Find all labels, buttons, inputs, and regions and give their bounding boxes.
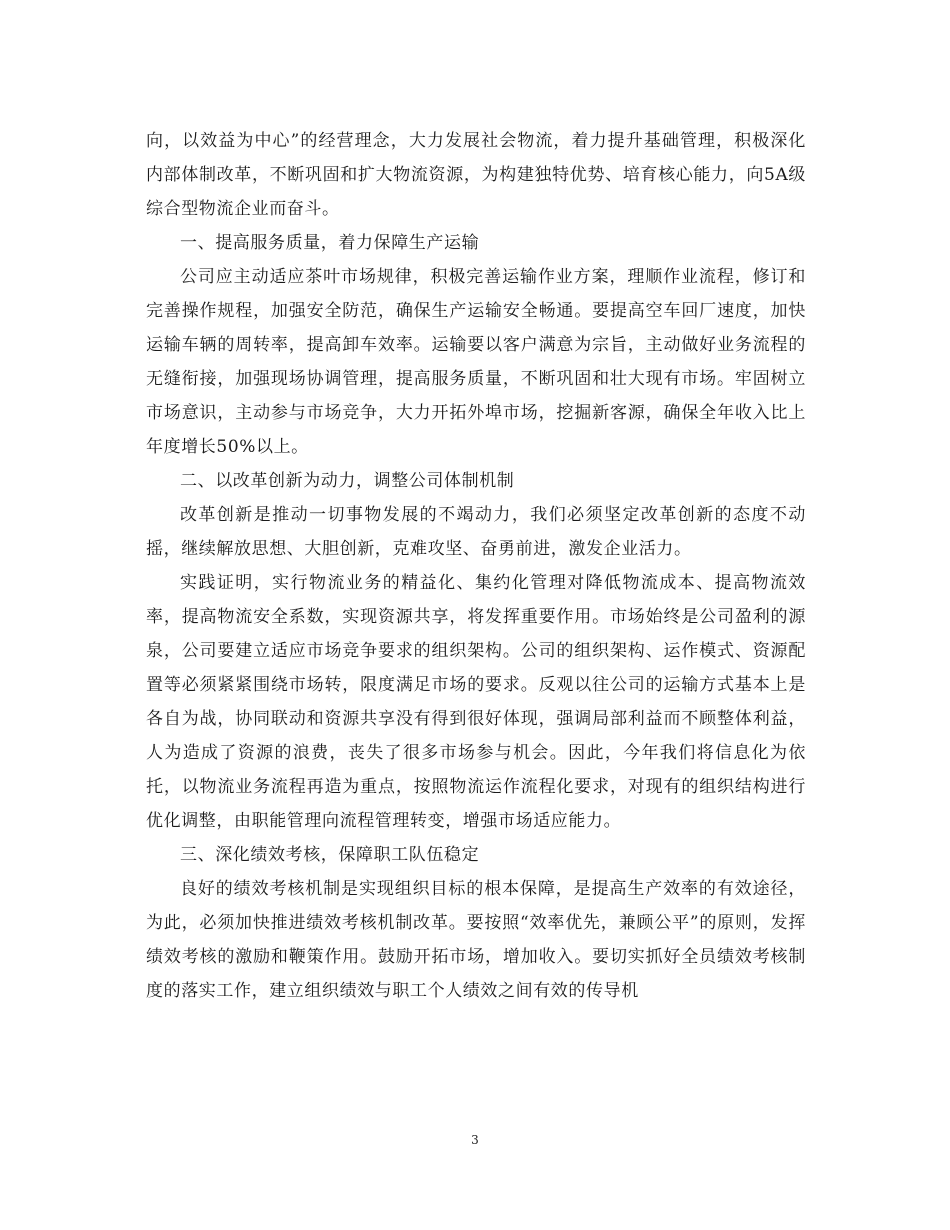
section-heading-1: 一、提高服务质量，着力保障生产运输 <box>180 233 480 253</box>
paragraph-5: 良好的绩效考核机制是实现组织目标的根本保障，是提高生产效率的有效途径，为此，必须加快推进绩效考核机制改革。要按照“效率优先，兼顾公平”的原则，发挥绩效考核的激励和鞭策作用。鼓励开拓市场，增加收入。要切实抓好全员绩效考核制度的落实工作，建立组织绩效与职工个人绩效之间有效的传导机 <box>146 879 806 1001</box>
paragraph-1: 向，以效益为中心”的经营理念，大力发展社会物流，着力提升基础管理，积极深化内部体制改革，不断巩固和扩大物流资源，为构建独特优势、培育核心能力，向5A级综合型物流企业而奋斗。 <box>146 131 806 219</box>
paragraph-4: 实践证明，实行物流业务的精益化、集约化管理对降低物流成本、提高物流效率，提高物流安全系数，实现资源共享，将发挥重要作用。市场始终是公司盈利的源泉，公司要建立适应市场竞争要求的组织架构。公司的组织架构、运作模式、资源配置等必须紧紧围绕市场转，限度满足市场的要求。反观以往公司的运输方式基本上是各自为战，协同联动和资源共享没有得到很好体现，强调局部利益而不顾整体利益，人为造成了资源的浪费，丧失了很多市场参与机会。因此，今年我们将信息化为依托，以物流业务流程再造为重点，按照物流运作流程化要求，对现有的组织结构进行优化调整，由职能管理向流程管理转变，增强市场适应能力。 <box>146 573 806 831</box>
document-body <box>146 124 806 1008</box>
paragraph-2: 公司应主动适应茶叶市场规律，积极完善运输作业方案，理顺作业流程，修订和完善操作规程，加强安全防范，确保生产运输安全畅通。要提高空车回厂速度，加快运输车辆的周转率，提高卸车效率。运输要以客户满意为宗旨，主动做好业务流程的无缝衔接，加强现场协调管理，提高服务质量，不断巩固和壮大现有市场。牢固树立市场意识，主动参与市场竞争，大力开拓外埠市场，挖掘新客源，确保全年收入比上年度增长50%以上。 <box>146 267 806 457</box>
section-heading-3: 三、深化绩效考核，保障职工队伍稳定 <box>180 845 480 865</box>
page-number: 3 <box>471 1133 479 1147</box>
section-heading-2: 二、以改革创新为动力，调整公司体制机制 <box>180 471 515 491</box>
paragraph-3: 改革创新是推动一切事物发展的不竭动力，我们必须坚定改革创新的态度不动摇，继续解放思想、大胆创新，克难攻坚、奋勇前进，激发企业活力。 <box>146 505 806 559</box>
